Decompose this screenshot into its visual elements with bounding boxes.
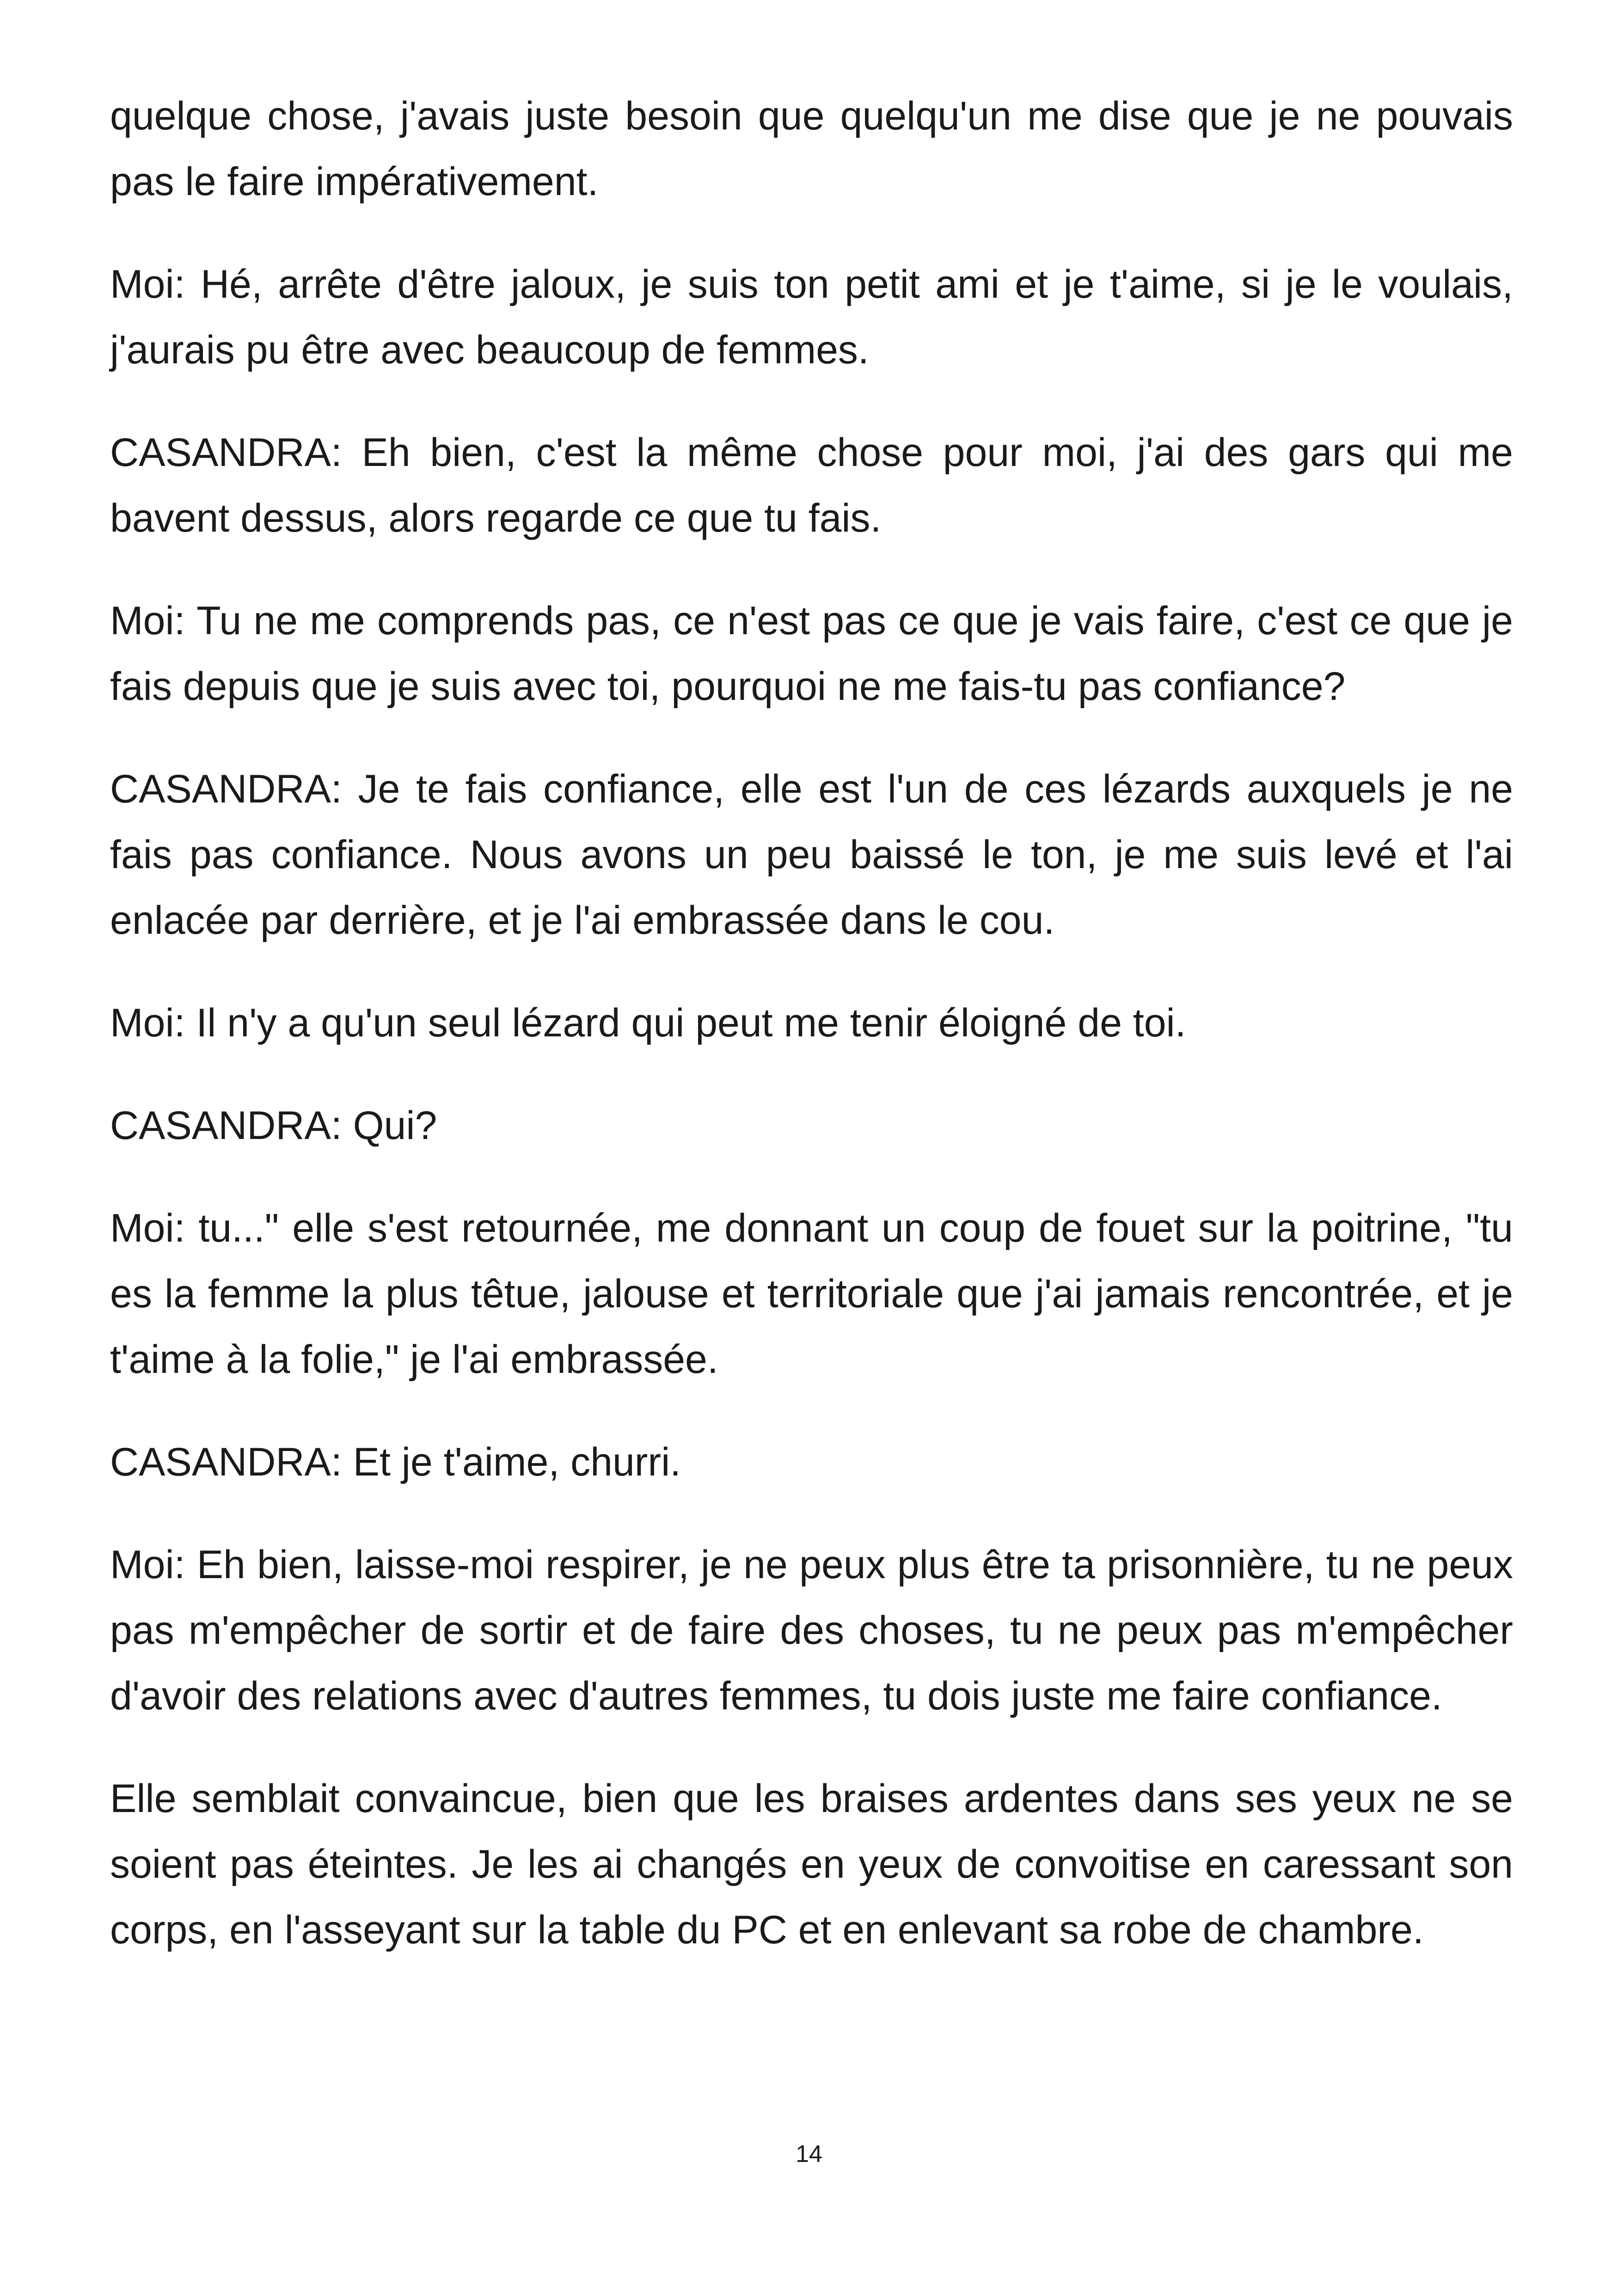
paragraph: Moi: Tu ne me comprends pas, ce n'est pas ce que je vais faire, c'est ce que je fais depuis que je suis avec toi, pourquoi ne me fais-tu pas confiance? [110, 599, 1513, 709]
paragraph: CASANDRA: Eh bien, c'est la même chose pour moi, j'ai des gars qui me bavent dessus, alors regarde ce que tu fais. [110, 430, 1513, 540]
paragraph: CASANDRA: Je te fais confiance, elle est l'un de ces lézards auxquels je ne fais pas confiance. Nous avons un peu baissé le ton, je me suis levé et l'ai enlacée par derrière, et je l'ai embrassée dans le cou. [110, 767, 1513, 943]
body-text [110, 83, 1513, 2000]
paragraph: CASANDRA: Qui? [110, 1103, 437, 1148]
paragraph: CASANDRA: Et je t'aime, churri. [110, 1440, 681, 1484]
paragraph: Moi: tu..." elle s'est retournée, me donnant un coup de fouet sur la poitrine, "tu es la femme la plus têtue, jalouse et territoriale que j'ai jamais rencontrée, et je t'aime à la folie," je l'ai embrassée. [110, 1206, 1513, 1382]
page-number: 14 [796, 2141, 822, 2167]
paragraph: Moi: Hé, arrête d'être jaloux, je suis ton petit ami et je t'aime, si je le voulais, j'aurais pu être avec beaucoup de femmes. [110, 262, 1513, 372]
paragraph: quelque chose, j'avais juste besoin que quelqu'un me dise que je ne pouvais pas le faire impérativement. [110, 94, 1513, 204]
paragraph: Moi: Il n'y a qu'un seul lézard qui peut me tenir éloigné de toi. [110, 1001, 1186, 1045]
paragraph: Moi: Eh bien, laisse-moi respirer, je ne peux plus être ta prisonnière, tu ne peux pas m'empêcher de sortir et de faire des choses, tu ne peux pas m'empêcher d'avoir des relations avec d'autres femmes, tu dois juste me faire confiance. [110, 1543, 1513, 1718]
paragraph: Elle semblait convaincue, bien que les braises ardentes dans ses yeux ne se soient pas éteintes. Je les ai changés en yeux de convoitise en caressant son corps, en l'asseyant sur la table du PC et en enlevant sa robe de chambre. [110, 1776, 1513, 1952]
